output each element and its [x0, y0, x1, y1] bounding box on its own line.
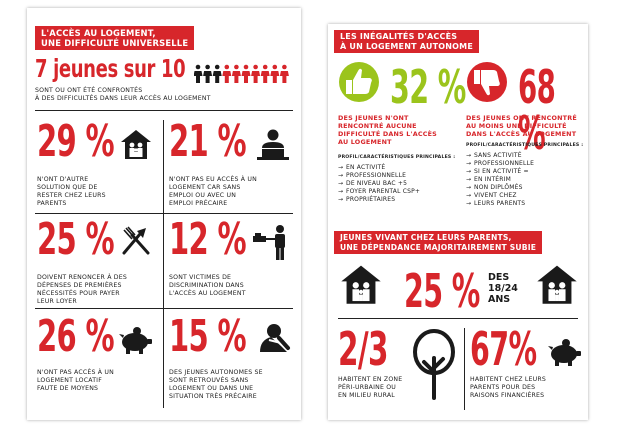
left-banner-line-1: L'ACCÈS AU LOGEMENT, — [41, 28, 156, 38]
discrimination-icon — [249, 224, 291, 260]
person-icon — [222, 65, 231, 83]
divider — [163, 120, 164, 408]
tree-icon — [410, 328, 458, 400]
negative-profile-title: PROFIL/CARACTÉRISTIQUES PRINCIPALES : — [466, 143, 584, 148]
list-item: → SI EN ACTIVITÉ = — [466, 168, 534, 176]
thumbs-up-icon — [338, 61, 380, 103]
divider — [35, 110, 293, 111]
person-icon — [242, 65, 251, 83]
list-item: → NON DIPLÔMÉS — [466, 184, 534, 192]
left-infographic-panel — [27, 8, 301, 420]
negative-value: 68 % — [518, 60, 556, 160]
house-family-icon — [340, 262, 382, 306]
right-infographic-panel — [328, 24, 588, 420]
stat-value: 26 % — [37, 311, 114, 362]
divider — [338, 318, 578, 319]
person-icon — [194, 65, 203, 83]
financial-stat-caption: HABITENT CHEZ LEURS PARENTS POUR DES RAISONS FINANCIÈRES — [470, 376, 547, 399]
stat-value: 29 % — [37, 116, 114, 167]
headline-caption: SONT OU ONT ÉTÉ CONFRONTÉS À DES DIFFICULTÉS DANS LEUR ACCÈS AU LOGEMENT — [35, 87, 211, 102]
list-item: → VIVENT CHEZ — [466, 192, 534, 200]
list-item: → FOYER PARENTAL CSP+ — [338, 188, 420, 196]
list-item: → EN INTÉRIM — [466, 176, 534, 184]
people-icons — [194, 64, 294, 84]
list-item: → PROFESSIONNELLE — [466, 160, 534, 168]
person-icon — [213, 65, 222, 83]
divider — [35, 308, 293, 309]
stat-value: 12 % — [169, 214, 246, 265]
piggy-bank-icon — [548, 338, 582, 366]
stat-caption: N'ONT PAS EU ACCÈS À UN LOGEMENT CAR SANS EMPLOI OU AVEC UN EMPLOI PRÉCAIRE — [169, 176, 257, 207]
dependence-banner: JEUNES VIVANT CHEZ LEURS PARENTS, UNE DÉPENDANCE MAJORITAIREMENT SUBIE — [334, 231, 542, 254]
positive-value: 32 % — [390, 60, 466, 114]
rural-stat-caption: HABITENT EN ZONE PÉRI-URBAINE OU EN MILIEU RURAL — [338, 376, 403, 399]
divider — [464, 328, 465, 410]
main-stat-value: 25 % — [404, 264, 480, 318]
stat-value: 15 % — [169, 311, 246, 362]
list-item: → PROPRIÉTAIRES — [338, 196, 420, 204]
positive-caption: DES JEUNES N'ONT RENCONTRÉ AUCUNE DIFFICULTÉ DANS L'ACCÈS AU LOGEMENT — [338, 114, 437, 146]
positive-profile-title: PROFIL/CARACTÉRISTIQUES PRINCIPALES : — [338, 155, 456, 160]
rural-stat-value: 2/3 — [338, 322, 388, 376]
stat-caption: DES JEUNES AUTONOMES SE SONT RETROUVÉS SANS LOGEMENT OU DANS UNE SITUATION TRÈS PRÉCAIRE — [169, 369, 263, 400]
fork-knife-icon — [121, 226, 151, 256]
left-banner-line-2: UNE DIFFICULTÉ UNIVERSELLE — [41, 38, 189, 48]
distressed-person-icon — [257, 322, 291, 354]
list-item: → LEURS PARENTS — [466, 200, 534, 208]
stat-caption: DOIVENT RENONCER À DES DÉPENSES DE PREMIÈRES NÉCESSITÉS POUR PAYER LEUR LOYER — [37, 274, 128, 305]
person-icon — [232, 65, 241, 83]
negative-profile-list — [466, 152, 534, 208]
person-icon — [270, 65, 279, 83]
headline: 7 jeunes sur 10 — [35, 54, 186, 83]
list-item: → DE NIVEAU BAC +5 — [338, 180, 420, 188]
stat-value: 21 % — [169, 116, 246, 167]
financial-stat-value: 67% — [470, 322, 537, 376]
right-banner: LES INÉGALITÉS D'ACCÈS À UN LOGEMENT AUTONOME — [334, 30, 479, 53]
stat-value: 25 % — [37, 214, 114, 265]
worker-laptop-icon — [257, 128, 289, 160]
stat-caption: N'ONT D'AUTRE SOLUTION QUE DE RESTER CHEZ LEURS PARENTS — [37, 176, 106, 207]
negative-caption: DES JEUNES ONT RENCONTRÉ AU MOINS UNE DIFFICULTÉ DANS L'ACCÈS AU LOGEMENT — [466, 114, 577, 138]
person-icon — [203, 65, 212, 83]
piggy-bank-icon — [119, 326, 153, 354]
list-item: → EN ACTIVITÉ — [338, 164, 420, 172]
stat-caption: N'ONT PAS ACCÈS À UN LOGEMENT LOCATIF FAUTE DE MOYENS — [37, 369, 114, 392]
list-item: → SANS ACTIVITÉ — [466, 152, 534, 160]
list-item: → PROFESSIONNELLE — [338, 172, 420, 180]
house-family-icon — [120, 128, 152, 160]
positive-profile-list — [338, 164, 420, 204]
person-icon — [251, 65, 260, 83]
house-family-icon — [536, 262, 578, 306]
main-stat-suffix: DES 18/24 ANS — [488, 272, 518, 305]
thumbs-down-icon — [466, 61, 508, 103]
person-icon — [261, 65, 270, 83]
person-icon — [280, 65, 289, 83]
left-banner — [35, 26, 194, 50]
stat-caption: SONT VICTIMES DE DISCRIMINATION DANS L'ACCÈS AU LOGEMENT — [169, 274, 246, 297]
